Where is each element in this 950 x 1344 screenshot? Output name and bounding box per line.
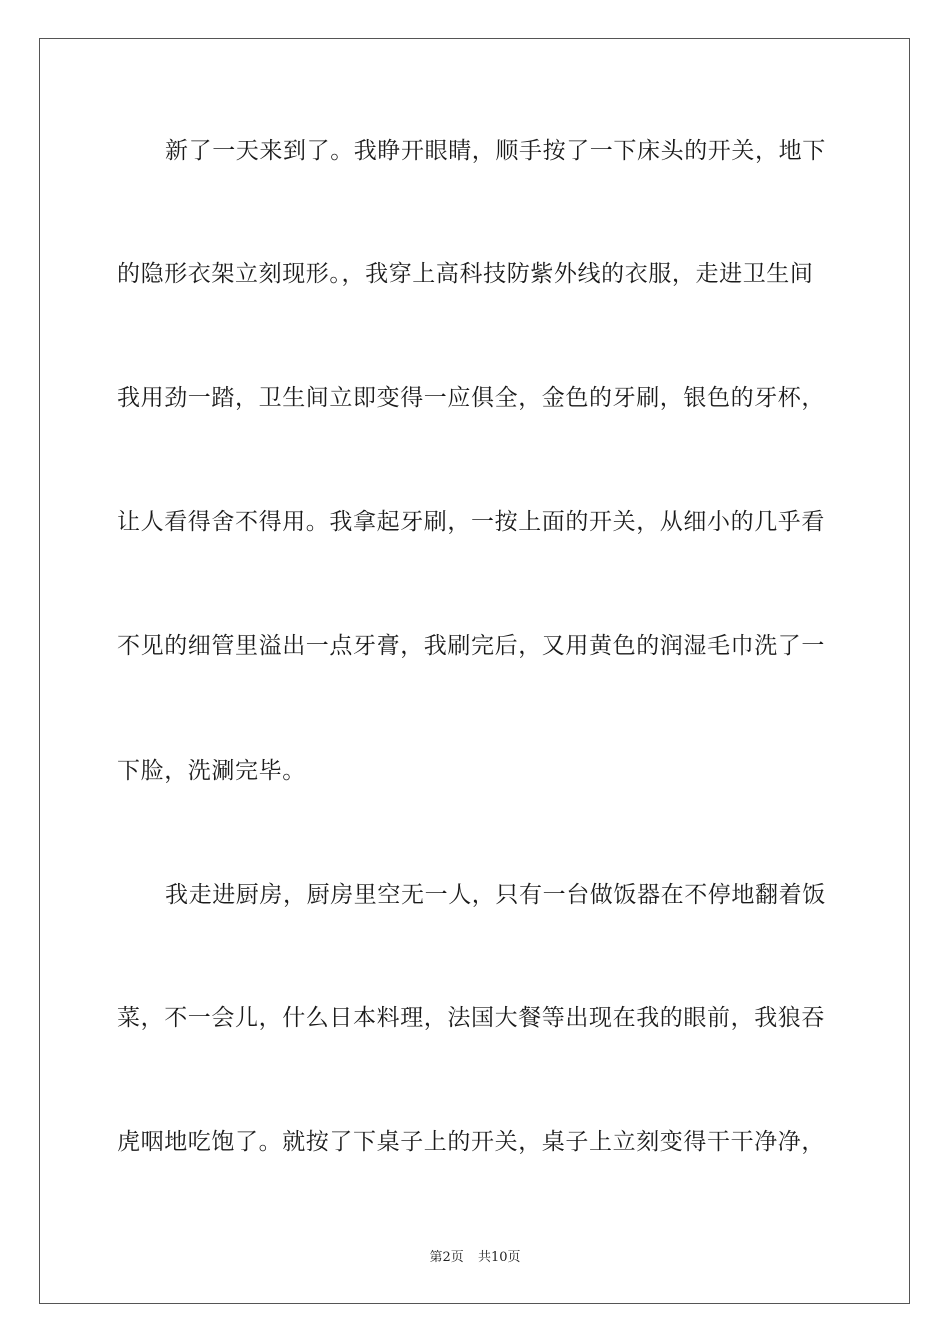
text-line: 我走进厨房，厨房里空无一人，只有一台做饭器在不停地翻着饭 (165, 882, 826, 908)
page-footer (0, 1246, 950, 1265)
text-line: 不见的细管里溢出一点牙膏，我刷完后，又用黄色的润湿毛巾洗了一 (117, 633, 825, 659)
text-line: 菜，不一会儿，什么日本料理，法国大餐等出现在我的眼前，我狼吞 (117, 1005, 825, 1031)
page-border (39, 38, 910, 1304)
text-line: 的隐形衣架立刻现形。，我穿上高科技防紫外线的衣服，走进卫生间 (117, 261, 814, 287)
page-number: 第2页 (429, 1250, 464, 1265)
text-line: 下脸，洗涮完毕。 (117, 758, 306, 784)
page-total: 共10页 (477, 1250, 521, 1265)
text-line: 虎咽地吃饱了。就按了下桌子上的开关，桌子上立刻变得干干净净， (117, 1129, 825, 1155)
text-line: 让人看得舍不得用。我拿起牙刷，一按上面的开关，从细小的几乎看 (117, 509, 825, 535)
text-line: 我用劲一踏，卫生间立即变得一应俱全，金色的牙刷，银色的牙杯， (117, 385, 825, 411)
text-line: 新了一天来到了。我睁开眼睛，顺手按了一下床头的开关，地下 (165, 138, 826, 164)
